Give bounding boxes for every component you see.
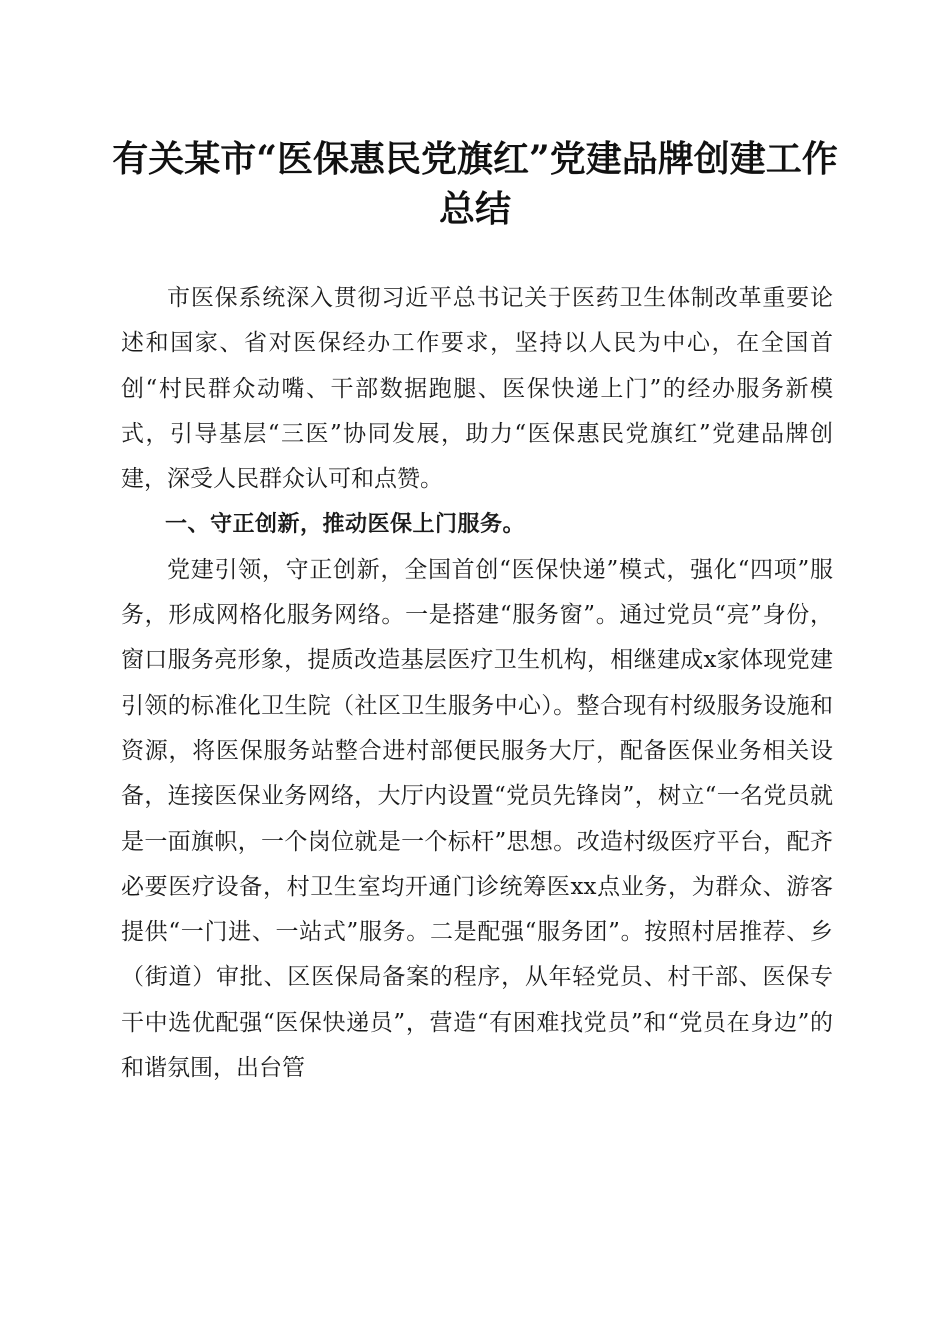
document-title: 有关某市“医保惠民党旗红”党建品牌创建工作总结 (112, 138, 838, 230)
intro-paragraph: 市医保系统深入贯彻习近平总书记关于医药卫生体制改革重要论述和国家、省对医保经办工作要求，坚持以人民为中心，在全国首创“村民群众动嘴、干部数据跑腿、医保快递上门”的经办服务新模式，引导基层“三医”协同发展，助力“医保惠民党旗红”党建品牌创建，深受人民群众认可和点赞。 (121, 285, 833, 493)
document-body (121, 276, 833, 1091)
section-heading: 一、守正创新，推动医保上门服务。 (165, 512, 526, 538)
section-paragraph: 党建引领，守正创新，全国首创“医保快递”模式，强化“四项”服务，形成网格化服务网络。一是搭建“服务窗”。通过党员“亮”身份，窗口服务亮形象，提质改造基层医疗卫生机构，相继建成x家体现党建引领的标准化卫生院（社区卫生服务中心）。整合现有村级服务设施和资源，将医保服务站整合进村部便民服务大厅，配备医保业务相关设备，连接医保业务网络，大厅内设置“党员先锋岗”，树立“一名党员就是一面旗帜，一个岗位就是一个标杆”思想。改造村级医疗平台，配齐必要医疗设备，村卫生室均开通门诊统筹医xx点业务，为群众、游客提供“一门进、一站式”服务。二是配强“服务团”。按照村居推荐、乡（街道）审批、区医保局备案的程序，从年轻党员、村干部、医保专干中选优配强“医保快递员”，营造“有困难找党员”和“党员在身边”的和谐氛围，出台管 (121, 556, 833, 1082)
